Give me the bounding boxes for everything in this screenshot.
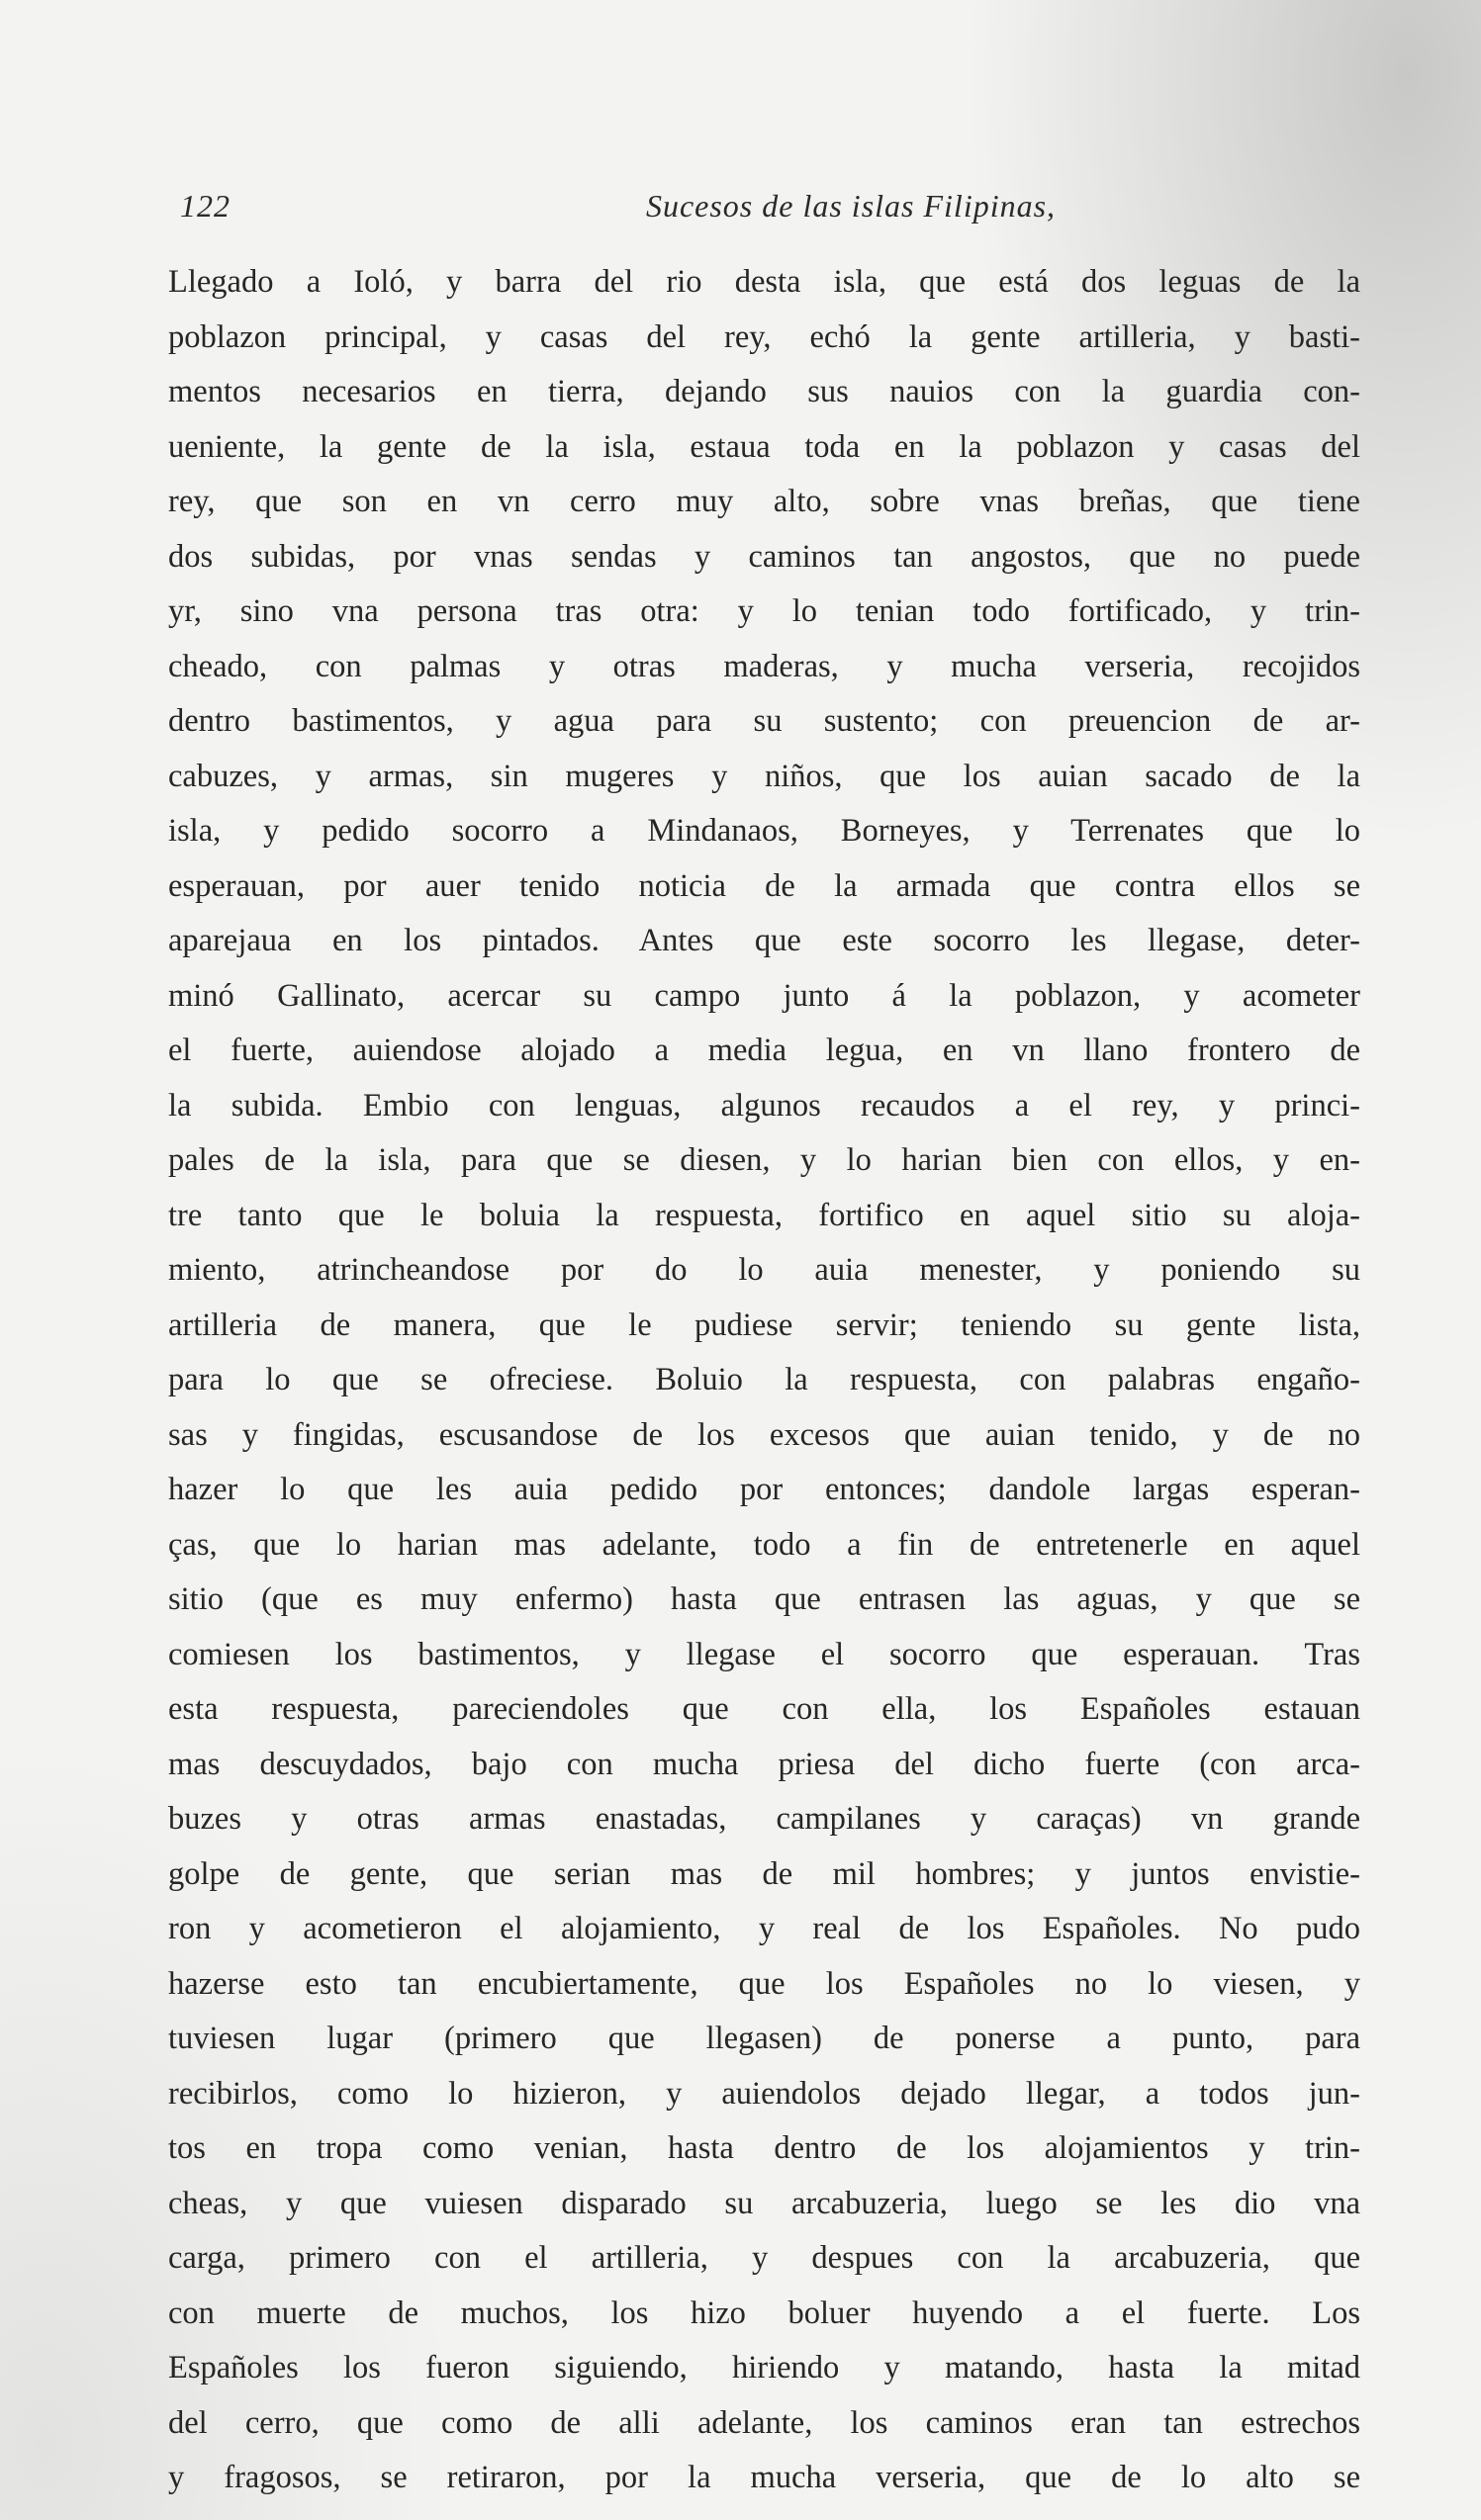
text-line: con muerte de muchos, los hizo boluer huyendo a el fuerte. Los bbox=[168, 2295, 1360, 2331]
text-line: del cerro, que como de alli adelante, los caminos eran tan estrechos bbox=[168, 2405, 1360, 2441]
text-line: recibirlos, como lo hizieron, y auiendolos dejado llegar, a todos jun- bbox=[168, 2076, 1360, 2112]
text-line: buzes y otras armas enastadas, campilanes y caraças) vn grande bbox=[168, 1801, 1360, 1837]
text-line: tre tanto que le boluia la respuesta, fortifico en aquel sitio su aloja- bbox=[168, 1198, 1360, 1233]
text-line: esperauan, por auer tenido noticia de la armada que contra ellos se bbox=[168, 868, 1360, 904]
text-line: miento, atrincheandose por do lo auia menester, y poniendo su bbox=[168, 1252, 1360, 1288]
text-line: dos subidas, por vnas sendas y caminos tan angostos, que no puede bbox=[168, 539, 1360, 575]
running-title: Sucesos de las islas Filipinas, bbox=[645, 188, 1057, 224]
text-line: ueniente, la gente de la isla, estaua toda en la poblazon y casas del bbox=[168, 429, 1360, 465]
text-line: cabuzes, y armas, sin mugeres y niños, que los auian sacado de la bbox=[168, 759, 1360, 794]
text-line: dentro bastimentos, y agua para su sustento; con preuencion de ar- bbox=[168, 703, 1360, 739]
page-number: 122 bbox=[180, 188, 231, 224]
text-line: golpe de gente, que serian mas de mil hombres; y juntos envistie- bbox=[168, 1856, 1360, 1892]
text-line: ças, que lo harian mas adelante, todo a fin de entretenerle en aquel bbox=[168, 1527, 1360, 1563]
text-line: ron y acometieron el alojamiento, y real de los Españoles. No pudo bbox=[168, 1911, 1360, 1946]
text-line: Españoles los fueron siguiendo, hiriendo y matando, hasta la mitad bbox=[168, 2350, 1360, 2385]
text-line: sas y fingidas, escusandose de los excesos que auian tenido, y de no bbox=[168, 1417, 1360, 1453]
text-line: hazerse esto tan encubiertamente, que los Españoles no lo viesen, y bbox=[168, 1966, 1360, 2002]
text-line: cheas, y que vuiesen disparado su arcabuzeria, luego se les dio vna bbox=[168, 2186, 1360, 2221]
text-line: minó Gallinato, acercar su campo junto á la poblazon, y acometer bbox=[168, 978, 1360, 1014]
page-header bbox=[168, 188, 1360, 237]
text-line: y fragosos, se retiraron, por la mucha verseria, que de lo alto se bbox=[168, 2460, 1360, 2495]
text-line: pales de la isla, para que se diesen, y lo harian bien con ellos, y en- bbox=[168, 1142, 1360, 1178]
text-line: aparejaua en los pintados. Antes que este socorro les llegase, deter- bbox=[168, 923, 1360, 958]
text-line: cheado, con palmas y otras maderas, y mucha verseria, recojidos bbox=[168, 649, 1360, 684]
text-line: la subida. Embio con lenguas, algunos recaudos a el rey, y princi- bbox=[168, 1088, 1360, 1124]
text-line: mas descuydados, bajo con mucha priesa del dicho fuerte (con arca- bbox=[168, 1747, 1360, 1782]
text-line: comiesen los bastimentos, y llegase el socorro que esperauan. Tras bbox=[168, 1637, 1360, 1672]
text-line: para lo que se ofreciese. Boluio la respuesta, con palabras engaño- bbox=[168, 1362, 1360, 1397]
text-line: tos en tropa como venian, hasta dentro de los alojamientos y trin- bbox=[168, 2130, 1360, 2166]
text-line: carga, primero con el artilleria, y despues con la arcabuzeria, que bbox=[168, 2240, 1360, 2276]
text-line: poblazon principal, y casas del rey, echó la gente artilleria, y basti- bbox=[168, 319, 1360, 355]
body-text bbox=[168, 259, 1360, 2495]
text-line: mentos necesarios en tierra, dejando sus nauios con la guardia con- bbox=[168, 374, 1360, 409]
text-line: tuviesen lugar (primero que llegasen) de ponerse a punto, para bbox=[168, 2021, 1360, 2056]
text-line: esta respuesta, pareciendoles que con ella, los Españoles estauan bbox=[168, 1691, 1360, 1727]
text-line: isla, y pedido socorro a Mindanaos, Borneyes, y Terrenates que lo bbox=[168, 813, 1360, 849]
text-line: yr, sino vna persona tras otra: y lo tenian todo fortificado, y trin- bbox=[168, 593, 1360, 629]
text-line: Llegado a Ioló, y barra del rio desta isla, que está dos leguas de la bbox=[168, 264, 1360, 300]
text-line: rey, que son en vn cerro muy alto, sobre vnas breñas, que tiene bbox=[168, 484, 1360, 519]
text-line: artilleria de manera, que le pudiese servir; teniendo su gente lista, bbox=[168, 1307, 1360, 1343]
text-line: el fuerte, auiendose alojado a media legua, en vn llano frontero de bbox=[168, 1033, 1360, 1068]
text-line: hazer lo que les auia pedido por entonces; dandole largas esperan- bbox=[168, 1472, 1360, 1507]
text-line: sitio (que es muy enfermo) hasta que entrasen las aguas, y que se bbox=[168, 1581, 1360, 1617]
